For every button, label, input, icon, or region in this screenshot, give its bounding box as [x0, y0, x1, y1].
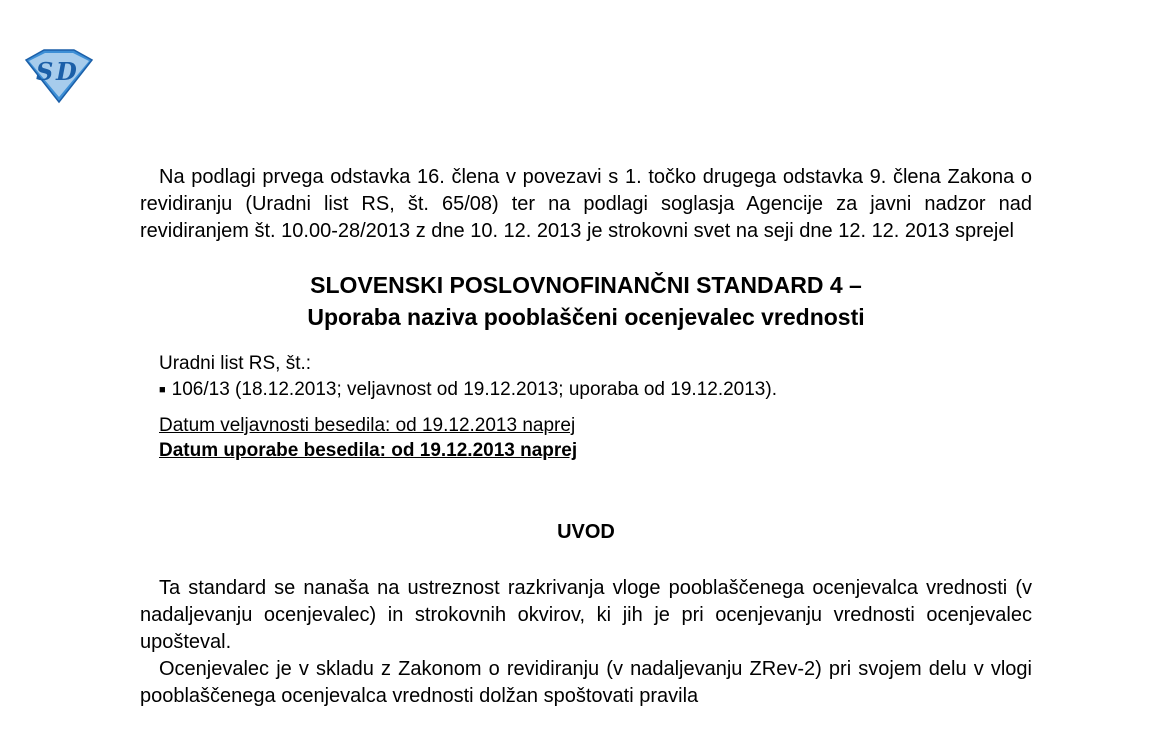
intro-paragraph-2: Ocenjevalec je v skladu z Zakonom o revidiranju (v nadaljevanju ZRev-2) pri svojem delu v vlogi pooblaščenega ocenjevalca vrednosti dolžan spoštovati pravila: [140, 658, 1032, 708]
document-body: [140, 164, 1032, 710]
bullet-icon: ■: [159, 384, 166, 396]
sd-logo: [22, 46, 96, 106]
intro-paragraph-1: Ta standard se nanaša na ustreznost razkrivanja vloge pooblaščenega ocenjevalca vrednosti (v nadaljevanju ocenjevalec) in strokovnih okvirov, ki jih je pri ocenjevanju vrednosti ocenjevalec upošteval.: [140, 577, 1032, 654]
validity-dates: [140, 413, 1032, 463]
gazette-reference: [140, 351, 1032, 403]
section-heading: UVOD: [557, 521, 615, 544]
gazette-entry: [159, 377, 1032, 403]
standard-title: [140, 269, 1032, 333]
gazette-label: Uradni list RS, št.:: [159, 353, 312, 374]
preamble-paragraph: Na podlagi prvega odstavka 16. člena v povezavi s 1. točko drugega odstavka 9. člena Zakona o revidiranju (Uradni list RS, št. 65/08) ter na podlagi soglasja Agencije za javni nadzor nad revidiranjem št. 10.00-28/2013 z dne 10. 12. 2013 je strokovni svet na seji dne 12. 12. 2013 sprejel: [140, 166, 1032, 242]
standard-title-line2: Uporaba naziva pooblaščeni ocenjevalec vrednosti: [307, 304, 865, 330]
gazette-entry-text: 106/13 (18.12.2013; veljavnost od 19.12.2013; uporaba od 19.12.2013).: [171, 379, 777, 401]
validity-date: Datum veljavnosti besedila: od 19.12.2013 naprej: [159, 415, 576, 437]
svg-text:D: D: [56, 57, 77, 86]
application-date: Datum uporabe besedila: od 19.12.2013 naprej: [159, 440, 578, 462]
svg-text:S: S: [36, 57, 54, 86]
standard-title-line1: SLOVENSKI POSLOVNOFINANČNI STANDARD 4 –: [310, 272, 862, 298]
intro-section: [140, 575, 1032, 710]
